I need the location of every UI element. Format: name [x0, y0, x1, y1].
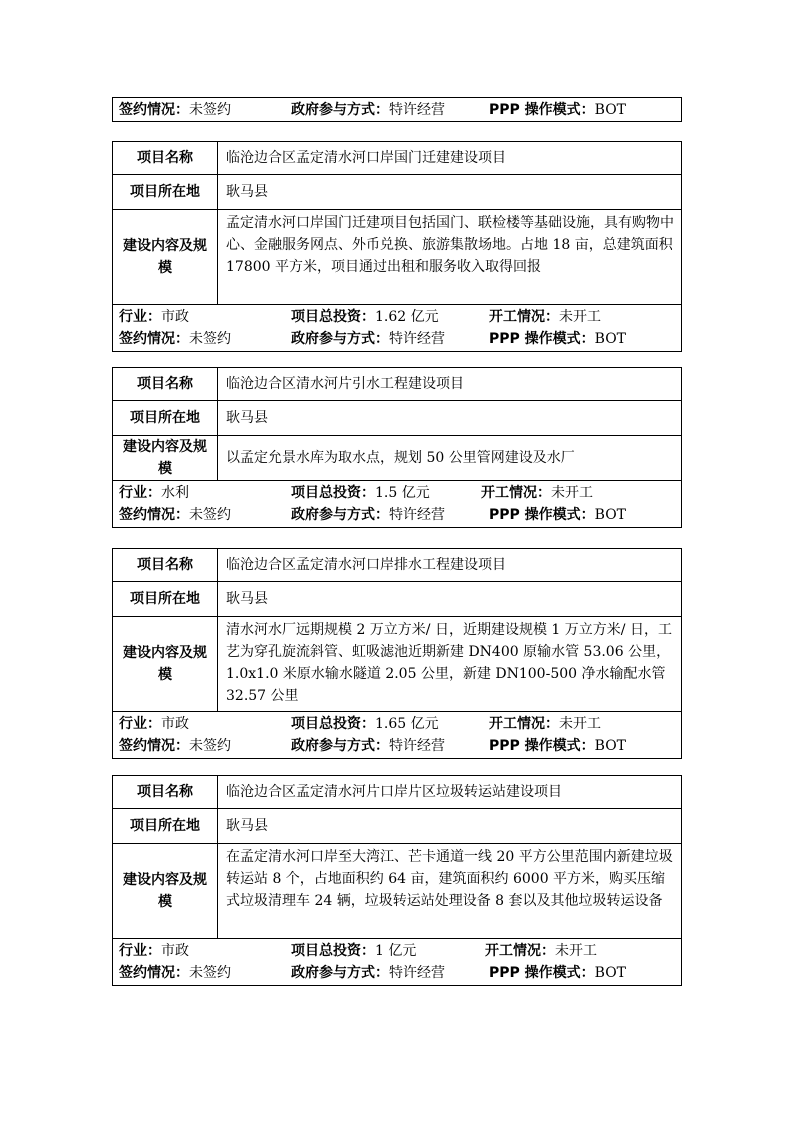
- signing-value: 未签约: [189, 965, 231, 981]
- project-content-label: 建设内容及规模: [113, 210, 218, 304]
- project-content: 孟定清水河口岸国门迁建项目包括国门、联检楼等基础设施，具有购物中心、金融服务网点、外币兑换、旅游集散场地。占地 18 亩，总建筑面积 17800 平方米，项目通过出租和服务收入取得回报: [226, 215, 674, 275]
- ppp-mode-label: PPP 操作模式：: [489, 965, 595, 981]
- project-name-label: 项目名称: [113, 368, 218, 400]
- project-info: [113, 304, 681, 351]
- industry-label: 行业：: [119, 943, 161, 959]
- signing-label: 签约情况：: [119, 965, 189, 981]
- industry-label: 行业：: [119, 309, 161, 325]
- signing-label: 签约情况：: [119, 331, 189, 347]
- industry-value: 市政: [161, 943, 189, 959]
- project-table: [112, 367, 682, 528]
- ppp-mode-label: PPP 操作模式：: [489, 507, 595, 523]
- project-location-label: 项目所在地: [113, 809, 218, 843]
- investment-label: 项目总投资：: [291, 309, 375, 325]
- gov-mode-value: 特许经营: [389, 965, 445, 981]
- start-label: 开工情况：: [485, 943, 555, 959]
- project-content: 在孟定清水河口岸至大湾江、芒卡通道一线 20 平方公里范围内新建垃圾转运站 8 个，占地面积约 64 亩，建筑面积约 6000 平方米，购买压缩式垃圾清理车 24 辆，垃圾转运站处理设备 8 套以及其他垃圾转运设备: [226, 849, 673, 909]
- gov-mode-label: 政府参与方式：: [291, 331, 389, 347]
- project-info: [113, 711, 681, 758]
- project-content-label: 建设内容及规模: [113, 617, 218, 711]
- project-name: 临沧边合区清水河片引水工程建设项目: [226, 376, 464, 392]
- signing-label: 签约情况：: [119, 102, 189, 118]
- investment-label: 项目总投资：: [291, 943, 375, 959]
- ppp-mode-value: BOT: [594, 331, 627, 347]
- top-fragment: [112, 97, 682, 122]
- investment-value: 1 亿元: [375, 943, 417, 959]
- gov-mode-label: 政府参与方式：: [291, 965, 389, 981]
- investment-label: 项目总投资：: [291, 716, 375, 732]
- start-label: 开工情况：: [481, 485, 551, 501]
- start-label: 开工情况：: [489, 716, 559, 732]
- project-content: 清水河水厂远期规模 2 万立方米/ 日，近期建设规模 1 万立方米/ 日，工艺为穿孔旋流斜管、虹吸滤池近期新建 DN400 原输水管 53.06 公里，1.0x1.0 米原水输水隧道 2.05 公里，新建 DN100-500 净水输配水管 32.57 公里: [226, 622, 672, 704]
- investment-label: 项目总投资：: [291, 485, 375, 501]
- project-table: [112, 775, 682, 986]
- project-name: 临沧边合区孟定清水河片口岸片区垃圾转运站建设项目: [226, 784, 562, 800]
- ppp-mode-label: PPP 操作模式：: [489, 331, 595, 347]
- investment-value: 1.5 亿元: [375, 485, 430, 501]
- ppp-mode-value: BOT: [594, 102, 627, 118]
- gov-mode-label: 政府参与方式：: [291, 102, 389, 118]
- project-location: 耿马县: [226, 410, 268, 426]
- project-table: [112, 548, 682, 759]
- ppp-mode-value: BOT: [594, 965, 627, 981]
- industry-label: 行业：: [119, 716, 161, 732]
- start-label: 开工情况：: [489, 309, 559, 325]
- start-value: 未开工: [555, 943, 597, 959]
- ppp-mode-value: BOT: [594, 738, 627, 754]
- project-name: 临沧边合区孟定清水河口岸排水工程建设项目: [226, 557, 506, 573]
- project-name-label: 项目名称: [113, 549, 218, 581]
- investment-value: 1.65 亿元: [375, 716, 439, 732]
- start-value: 未开工: [551, 485, 593, 501]
- project-content-label: 建设内容及规模: [113, 844, 218, 938]
- signing-value: 未签约: [189, 738, 231, 754]
- industry-value: 市政: [161, 309, 189, 325]
- project-location: 耿马县: [226, 184, 268, 200]
- investment-value: 1.62 亿元: [375, 309, 439, 325]
- gov-mode-value: 特许经营: [389, 331, 445, 347]
- signing-value: 未签约: [189, 331, 231, 347]
- project-content-label: 建设内容及规模: [113, 436, 218, 480]
- start-value: 未开工: [559, 716, 601, 732]
- ppp-mode-value: BOT: [594, 507, 627, 523]
- gov-mode-value: 特许经营: [389, 738, 445, 754]
- project-info: [113, 480, 681, 527]
- project-info: [113, 938, 681, 985]
- start-value: 未开工: [559, 309, 601, 325]
- ppp-mode-label: PPP 操作模式：: [489, 102, 595, 118]
- project-table: [112, 141, 682, 352]
- gov-mode-value: 特许经营: [389, 102, 445, 118]
- signing-label: 签约情况：: [119, 507, 189, 523]
- industry-label: 行业：: [119, 485, 161, 501]
- gov-mode-label: 政府参与方式：: [291, 507, 389, 523]
- project-location-label: 项目所在地: [113, 401, 218, 435]
- signing-label: 签约情况：: [119, 738, 189, 754]
- ppp-mode-label: PPP 操作模式：: [489, 738, 595, 754]
- project-location: 耿马县: [226, 591, 268, 607]
- industry-value: 水利: [161, 485, 189, 501]
- gov-mode-label: 政府参与方式：: [291, 738, 389, 754]
- signing-value: 未签约: [189, 102, 231, 118]
- project-location-label: 项目所在地: [113, 582, 218, 616]
- project-name-label: 项目名称: [113, 776, 218, 808]
- signing-value: 未签约: [189, 507, 231, 523]
- project-location: 耿马县: [226, 818, 268, 834]
- project-name: 临沧边合区孟定清水河口岸国门迁建建设项目: [226, 150, 506, 166]
- project-content: 以孟定允景水库为取水点，规划 50 公里管网建设及水厂: [226, 450, 575, 466]
- project-name-label: 项目名称: [113, 142, 218, 174]
- industry-value: 市政: [161, 716, 189, 732]
- project-location-label: 项目所在地: [113, 175, 218, 209]
- gov-mode-value: 特许经营: [389, 507, 445, 523]
